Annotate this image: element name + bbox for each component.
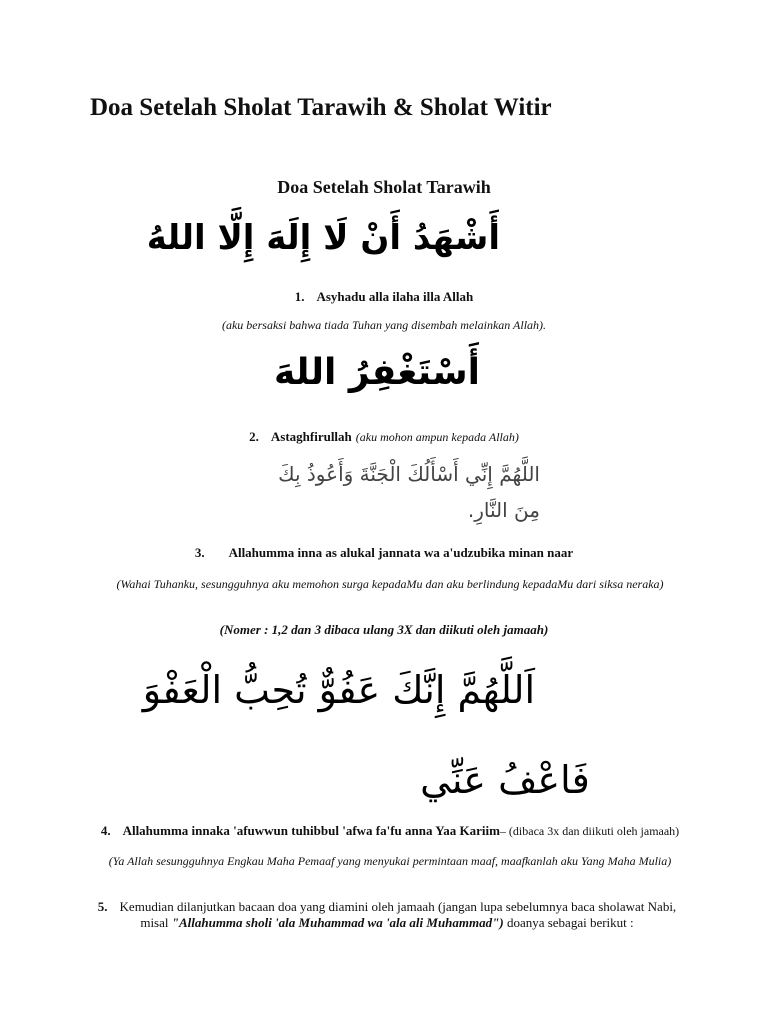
item-5-sholawat: "Allahumma sholi 'ala Muhammad wa 'ala ali Muhammad")	[171, 915, 504, 930]
item-4-number: 4.	[100, 823, 111, 838]
item-2-number: 2.	[249, 429, 259, 444]
item-1-translation: (aku bersaksi bahwa tiada Tuhan yang disembah melainkan Allah).	[221, 318, 547, 332]
item-5	[92, 899, 682, 931]
arabic-istighfar: أَسْتَغْفِرُ اللهَ	[274, 352, 480, 393]
item-2-translation: (aku mohon ampun kepada Allah)	[355, 430, 519, 444]
page-title: Doa Setelah Sholat Tarawih & Sholat Witir	[90, 94, 552, 121]
item-4	[100, 823, 680, 839]
item-2	[0, 428, 768, 446]
arabic-syahadat: أَشْهَدُ أَنْ لَا إِلَهَ إِلَّا اللهُ	[146, 218, 500, 258]
item-5-number: 5.	[97, 899, 108, 914]
item-1	[0, 289, 768, 305]
item-3	[0, 545, 768, 561]
item-5-text-post: doanya sebagai berikut :	[503, 915, 634, 930]
section-title: Doa Setelah Sholat Tarawih	[277, 177, 491, 197]
item-3-translation: (Wahai Tuhanku, sesungguhnya aku memohon surga kepadaMu dan aku berlindung kepadaMu dari siksa neraka)	[116, 577, 664, 591]
item-3-text: Allahumma inna as alukal jannata wa a'udzubika minan naar	[228, 545, 574, 560]
arabic-doa-afwa-line2: فَاعْفُ عَنِّي	[420, 758, 590, 802]
item-2-text: Astaghfirullah	[270, 429, 352, 444]
item-1-number: 1.	[294, 289, 305, 304]
arabic-doa-jannah-line2: مِنَ النَّارِ.	[467, 498, 540, 522]
arabic-doa-afwa-line1: اَللَّهُمَّ إِنَّكَ عَفُوٌّ تُحِبُّ الْعَفْوَ	[142, 668, 535, 712]
item-5-text-pre: Kemudian dilanjutkan bacaan doa yang diamini oleh jamaah (jangan lupa sebelumnya baca sholawat Nabi, misal	[119, 899, 677, 930]
item-4-translation: (Ya Allah sesungguhnya Engkau Maha Pemaaf yang menyukai permintaan maaf, maafkanlah aku Yang Maha Mulia)	[108, 854, 672, 868]
item-4-text: Allahumma innaka 'afuwwun tuhibbul 'afwa fa'fu anna Yaa Kariim	[122, 823, 500, 838]
item-4-extra: – (dibaca 3x dan diikuti oleh jamaah)	[499, 824, 680, 838]
repeat-note: (Nomer : 1,2 dan 3 dibaca ulang 3X dan diikuti oleh jamaah)	[219, 622, 549, 637]
item-1-text: Asyhadu alla ilaha illa Allah	[316, 289, 474, 304]
arabic-doa-jannah-line1: اللَّهُمَّ إِنِّي أَسْأَلُكَ الْجَنَّةَ وَأَعُوذُ بِكَ	[278, 462, 540, 486]
item-3-number: 3.	[194, 545, 205, 560]
